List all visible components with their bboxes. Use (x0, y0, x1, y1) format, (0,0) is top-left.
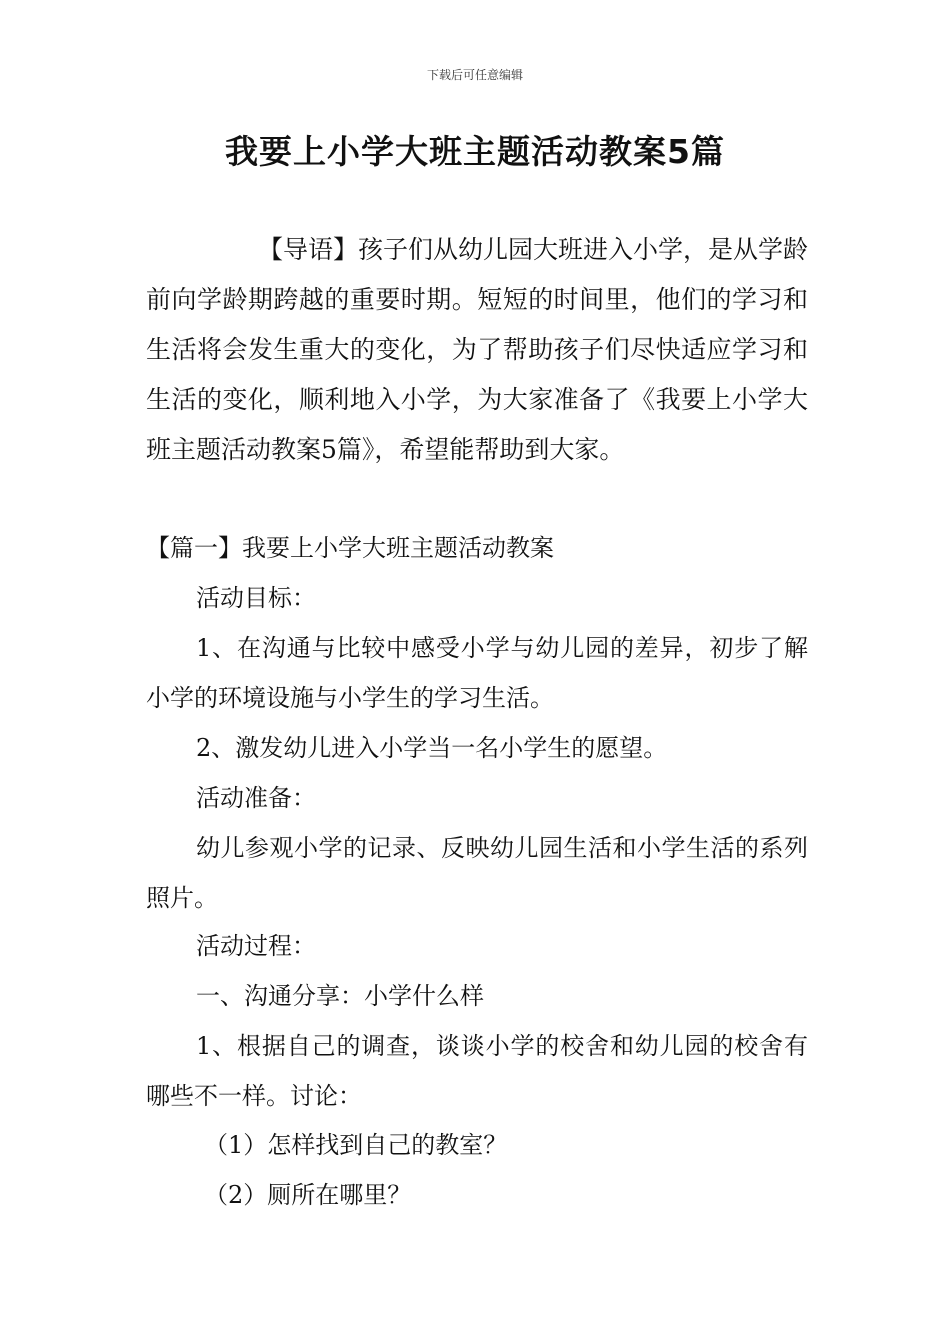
discussion-question: （1）怎样找到自己的教室？ (204, 1131, 508, 1159)
page-title: 我要上小学大班主题活动教案5篇 (225, 132, 725, 171)
goal-item: 2、激发幼儿进入小学当一名小学生的愿望。 (196, 734, 668, 762)
goals-label: 活动目标： (196, 584, 316, 612)
header-note: 下载后可任意编辑 (426, 68, 523, 82)
section-heading: 【篇一】我要上小学大班主题活动教案 (146, 534, 554, 562)
prep-label: 活动准备： (196, 784, 316, 812)
intro-paragraph: 【导语】孩子们从幼儿园大班进入小学，是从学龄前向学龄期跨越的重要时期。短短的时间里，他们的学习和生活将会发生重大的变化，为了帮助孩子们尽快适应学习和生活的变化，顺利地入小学，为大家准备了《我要上小学大班主题活动教案5篇》，希望能帮助到大家。 (146, 235, 809, 464)
goal-item: 1、在沟通与比较中感受小学与幼儿园的差异，初步了解小学的环境设施与小学生的学习生活。 (146, 634, 808, 712)
prep-text: 幼儿参观小学的记录、反映幼儿园生活和小学生活的系列照片。 (146, 834, 808, 912)
process-step: 一、沟通分享：小学什么样 (196, 982, 484, 1010)
discussion-question: （2）厕所在哪里？ (204, 1181, 412, 1209)
process-step: 1、根据自己的调查，谈谈小学的校舍和幼儿园的校舍有哪些不一样。讨论： (146, 1032, 808, 1110)
process-label: 活动过程： (196, 932, 316, 960)
